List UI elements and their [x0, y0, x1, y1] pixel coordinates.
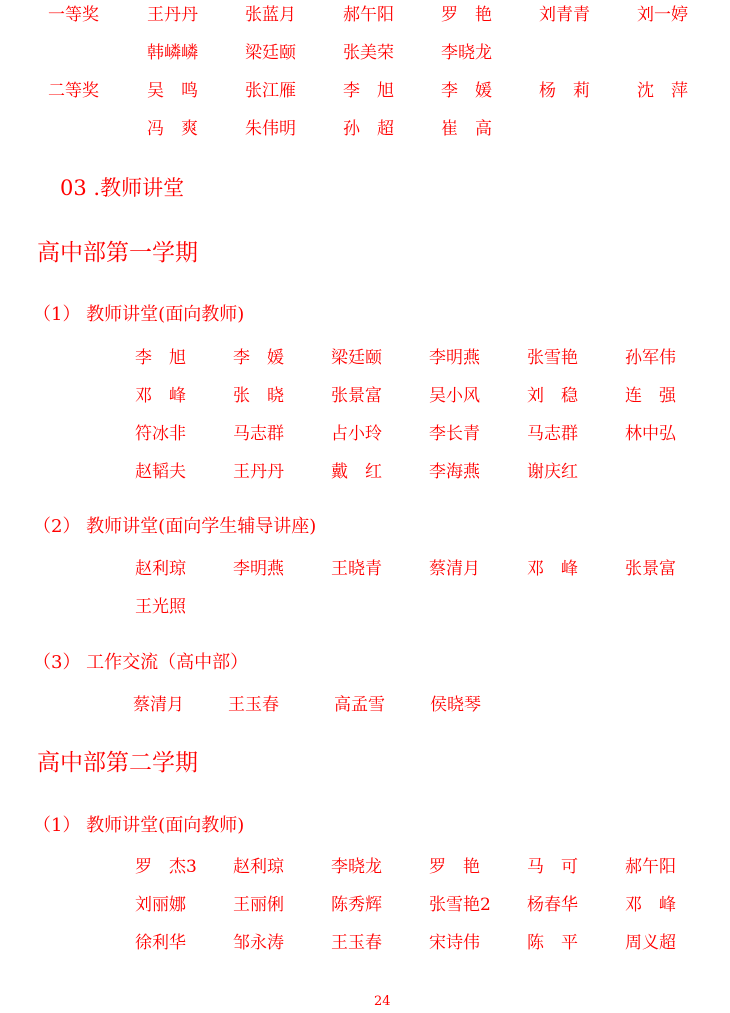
person-name: 王丽俐: [233, 895, 284, 915]
person-name: 张景富: [625, 559, 676, 579]
person-name: 崔 高: [441, 119, 492, 139]
person-name: 吴小风: [429, 386, 480, 406]
person-name: 杨 莉: [539, 81, 590, 101]
person-name: 李 媛: [441, 81, 492, 101]
term1-p3-title: （3） 工作交流（高中部）: [33, 652, 249, 673]
person-name: 蔡清月: [429, 559, 480, 579]
second-prize-label: 二等奖: [48, 81, 99, 101]
person-name: 符冰非: [135, 424, 186, 444]
person-name: 李 媛: [233, 348, 284, 368]
person-name: 赵利琼: [233, 857, 284, 877]
person-name: 李明燕: [233, 559, 284, 579]
person-name: 赵利琼: [135, 559, 186, 579]
person-name: 罗 杰3: [135, 857, 197, 877]
person-name: 周义超: [625, 933, 676, 953]
term2-title: 高中部第二学期: [37, 750, 198, 776]
person-name: 刘一婷: [637, 5, 688, 25]
person-name: 马志群: [233, 424, 284, 444]
person-name: 杨春华: [527, 895, 578, 915]
person-name: 陈秀辉: [331, 895, 382, 915]
person-name: 马志群: [527, 424, 578, 444]
person-name: 李明燕: [429, 348, 480, 368]
person-name: 李晓龙: [331, 857, 382, 877]
person-name: 张蓝月: [245, 5, 296, 25]
person-name: 徐利华: [135, 933, 186, 953]
person-name: 李 旭: [135, 348, 186, 368]
person-name: 占小玲: [331, 424, 382, 444]
section-title: 03 .教师讲堂: [60, 176, 185, 200]
person-name: 刘丽娜: [135, 895, 186, 915]
person-name: 邓 峰: [527, 559, 578, 579]
person-name: 王玉春: [331, 933, 382, 953]
person-name: 李海燕: [429, 462, 480, 482]
person-name: 邹永涛: [233, 933, 284, 953]
person-name: 朱伟明: [245, 119, 296, 139]
person-name: 沈 萍: [637, 81, 688, 101]
person-name: 李 旭: [343, 81, 394, 101]
person-name: 孙军伟: [625, 348, 676, 368]
first-prize-label: 一等奖: [48, 5, 99, 25]
person-name: 马 可: [527, 857, 578, 877]
person-name: 王光照: [135, 597, 186, 617]
person-name: 王玉春: [228, 695, 279, 715]
person-name: 梁廷颐: [245, 43, 296, 63]
person-name: 邓 峰: [135, 386, 186, 406]
person-name: 张美荣: [343, 43, 394, 63]
person-name: 张 晓: [233, 386, 284, 406]
person-name: 张雪艳: [527, 348, 578, 368]
person-name: 王丹丹: [233, 462, 284, 482]
person-name: 侯晓琴: [430, 695, 481, 715]
person-name: 刘青青: [539, 5, 590, 25]
person-name: 邓 峰: [625, 895, 676, 915]
person-name: 张景富: [331, 386, 382, 406]
person-name: 连 强: [625, 386, 676, 406]
term1-p1-title: （1） 教师讲堂(面向教师): [33, 304, 245, 325]
term1-p2-title: （2） 教师讲堂(面向学生辅导讲座): [33, 516, 317, 537]
person-name: 陈 平: [527, 933, 578, 953]
person-name: 刘 稳: [527, 386, 578, 406]
person-name: 宋诗伟: [429, 933, 480, 953]
person-name: 谢庆红: [527, 462, 578, 482]
person-name: 王晓青: [331, 559, 382, 579]
person-name: 蔡清月: [133, 695, 184, 715]
person-name: 赵韬夫: [135, 462, 186, 482]
term1-title: 高中部第一学期: [37, 240, 198, 266]
person-name: 王丹丹: [147, 5, 198, 25]
person-name: 吴 鸣: [147, 81, 198, 101]
person-name: 林中弘: [625, 424, 676, 444]
person-name: 张江雁: [245, 81, 296, 101]
person-name: 高孟雪: [334, 695, 385, 715]
person-name: 张雪艳2: [429, 895, 491, 915]
person-name: 梁廷颐: [331, 348, 382, 368]
page-number: 24: [374, 994, 391, 1009]
term2-p1-title: （1） 教师讲堂(面向教师): [33, 815, 245, 836]
person-name: 孙 超: [343, 119, 394, 139]
person-name: 罗 艳: [429, 857, 480, 877]
person-name: 罗 艳: [441, 5, 492, 25]
person-name: 韩嶙嶙: [147, 43, 198, 63]
person-name: 戴 红: [331, 462, 382, 482]
person-name: 冯 爽: [147, 119, 198, 139]
person-name: 李晓龙: [441, 43, 492, 63]
person-name: 郝午阳: [625, 857, 676, 877]
person-name: 李长青: [429, 424, 480, 444]
person-name: 郝午阳: [343, 5, 394, 25]
